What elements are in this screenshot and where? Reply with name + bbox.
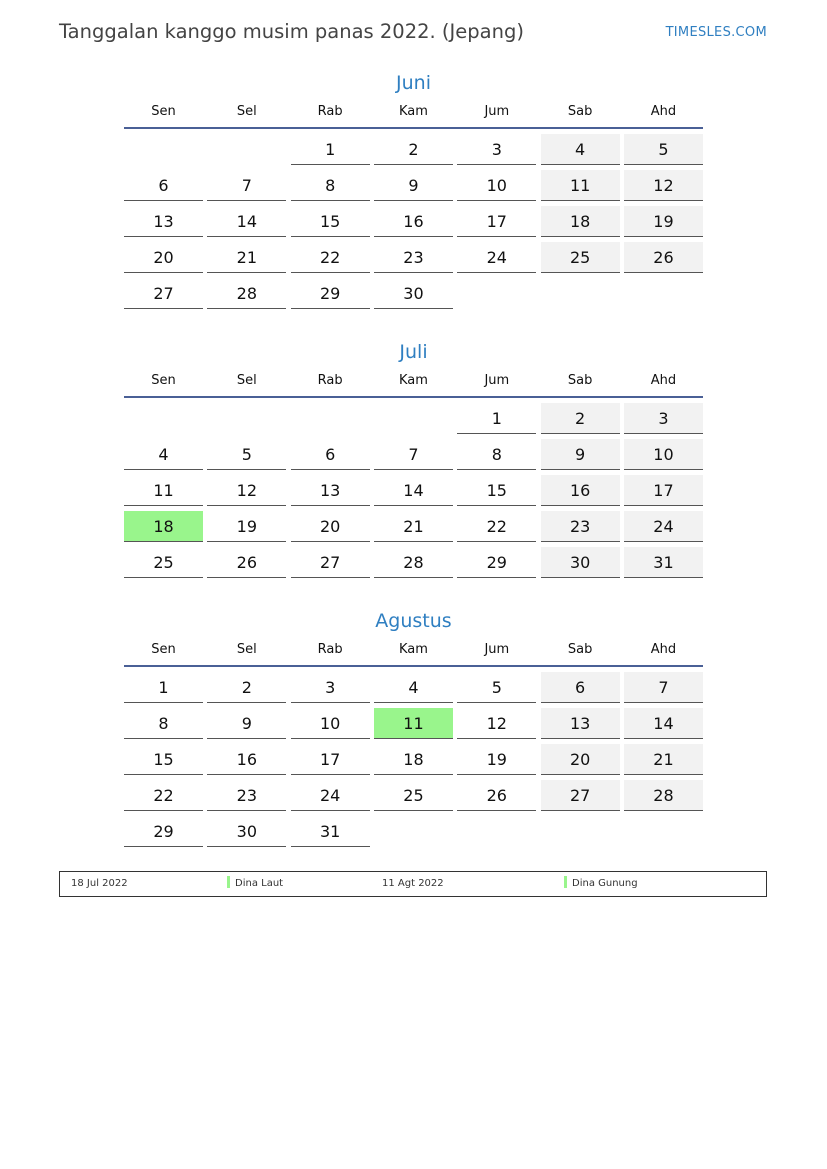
- day-cell[interactable]: 19: [624, 206, 703, 237]
- day-cell[interactable]: 11: [374, 708, 453, 739]
- weekday-label: Sen: [151, 104, 176, 119]
- day-cell[interactable]: 4: [374, 672, 453, 703]
- day-cell[interactable]: 26: [207, 547, 286, 578]
- day-cell[interactable]: 5: [624, 134, 703, 165]
- weekday-label: Sen: [151, 642, 176, 657]
- day-cell[interactable]: 25: [374, 780, 453, 811]
- day-cell[interactable]: 30: [207, 816, 286, 847]
- day-cell[interactable]: 6: [291, 439, 370, 470]
- day-cell[interactable]: 14: [624, 708, 703, 739]
- day-cell[interactable]: 9: [207, 708, 286, 739]
- day-cell[interactable]: 23: [541, 511, 620, 542]
- weekday-label: Kam: [399, 373, 428, 388]
- day-cell[interactable]: 20: [291, 511, 370, 542]
- day-cell[interactable]: 9: [541, 439, 620, 470]
- day-cell[interactable]: 6: [541, 672, 620, 703]
- month-0: [124, 68, 703, 309]
- day-cell[interactable]: 28: [624, 780, 703, 811]
- day-cell[interactable]: 16: [207, 744, 286, 775]
- weekday-label: Rab: [317, 642, 343, 657]
- day-cell[interactable]: 8: [124, 708, 203, 739]
- day-cell[interactable]: 23: [374, 242, 453, 273]
- holiday-legend: [59, 871, 767, 897]
- month-title: Juli: [399, 341, 428, 363]
- day-cell[interactable]: 8: [291, 170, 370, 201]
- weekday-label: Kam: [399, 642, 428, 657]
- weekday-label: Sab: [567, 642, 593, 657]
- weekday-label: Sel: [236, 104, 257, 119]
- day-cell[interactable]: 11: [124, 475, 203, 506]
- day-cell[interactable]: 18: [541, 206, 620, 237]
- day-cell[interactable]: 13: [541, 708, 620, 739]
- month-2: [124, 606, 703, 847]
- day-cell[interactable]: 20: [124, 242, 203, 273]
- day-cell[interactable]: 17: [624, 475, 703, 506]
- day-cell[interactable]: 15: [291, 206, 370, 237]
- header-divider: [124, 396, 703, 398]
- day-cell[interactable]: 21: [624, 744, 703, 775]
- day-cell[interactable]: 1: [291, 134, 370, 165]
- day-cell[interactable]: 19: [457, 744, 536, 775]
- day-cell[interactable]: 18: [374, 744, 453, 775]
- day-cell[interactable]: 5: [457, 672, 536, 703]
- legend-name-1: [227, 872, 283, 896]
- weekday-label: Sen: [151, 373, 176, 388]
- day-cell[interactable]: 25: [124, 547, 203, 578]
- day-cell[interactable]: 16: [541, 475, 620, 506]
- day-cell[interactable]: 12: [457, 708, 536, 739]
- day-cell[interactable]: 5: [207, 439, 286, 470]
- weekday-header: [124, 99, 703, 125]
- weekday-label: Rab: [317, 373, 343, 388]
- day-cell[interactable]: 2: [374, 134, 453, 165]
- day-cell[interactable]: 10: [291, 708, 370, 739]
- day-cell[interactable]: 27: [124, 278, 203, 309]
- day-cell[interactable]: 25: [541, 242, 620, 273]
- day-cell[interactable]: 11: [541, 170, 620, 201]
- day-cell[interactable]: 24: [457, 242, 536, 273]
- month-title: Juni: [396, 72, 431, 94]
- day-cell[interactable]: 7: [374, 439, 453, 470]
- day-cell[interactable]: 14: [374, 475, 453, 506]
- weekday-header: [124, 368, 703, 394]
- weekday-label: Sab: [567, 373, 593, 388]
- legend-swatch-2: [564, 876, 567, 888]
- day-cell[interactable]: 31: [291, 816, 370, 847]
- day-cell[interactable]: 28: [207, 278, 286, 309]
- day-cell[interactable]: 17: [291, 744, 370, 775]
- weekday-label: Sel: [236, 642, 257, 657]
- day-cell[interactable]: 29: [457, 547, 536, 578]
- day-cell[interactable]: 30: [374, 278, 453, 309]
- day-cell[interactable]: 18: [124, 511, 203, 542]
- day-cell[interactable]: 6: [124, 170, 203, 201]
- day-cell[interactable]: 2: [207, 672, 286, 703]
- header-divider: [124, 665, 703, 667]
- weekday-label: Sab: [567, 104, 593, 119]
- brand-link[interactable]: TIMESLES.COM: [665, 25, 767, 40]
- day-cell[interactable]: 21: [207, 242, 286, 273]
- day-cell[interactable]: 29: [291, 278, 370, 309]
- day-cell[interactable]: 16: [374, 206, 453, 237]
- legend-date-1: 18 Jul 2022: [71, 878, 128, 889]
- day-cell[interactable]: 8: [457, 439, 536, 470]
- day-cell[interactable]: 13: [124, 206, 203, 237]
- day-cell[interactable]: 13: [291, 475, 370, 506]
- weekday-label: Kam: [399, 104, 428, 119]
- day-cell[interactable]: 10: [624, 439, 703, 470]
- day-cell[interactable]: 24: [291, 780, 370, 811]
- weekday-label: Sel: [236, 373, 257, 388]
- legend-label-2: Dina Gunung: [572, 878, 638, 889]
- weekday-label: Jum: [484, 642, 510, 657]
- day-cell[interactable]: 17: [457, 206, 536, 237]
- day-cell[interactable]: 9: [374, 170, 453, 201]
- day-cell[interactable]: 12: [207, 475, 286, 506]
- day-cell[interactable]: 22: [457, 511, 536, 542]
- day-cell[interactable]: 3: [457, 134, 536, 165]
- day-cell[interactable]: 1: [124, 672, 203, 703]
- day-cell[interactable]: 23: [207, 780, 286, 811]
- day-cell[interactable]: 3: [291, 672, 370, 703]
- header-divider: [124, 127, 703, 129]
- month-1: [124, 337, 703, 578]
- day-cell[interactable]: 1: [457, 403, 536, 434]
- day-cell[interactable]: 12: [624, 170, 703, 201]
- day-cell[interactable]: 27: [541, 780, 620, 811]
- day-cell[interactable]: 4: [124, 439, 203, 470]
- weekday-label: Jum: [484, 373, 510, 388]
- legend-swatch-1: [227, 876, 230, 888]
- day-cell[interactable]: 10: [457, 170, 536, 201]
- day-cell[interactable]: 3: [624, 403, 703, 434]
- weekday-label: Jum: [484, 104, 510, 119]
- day-cell[interactable]: 28: [374, 547, 453, 578]
- legend-name-2: [564, 872, 638, 896]
- day-cell[interactable]: 21: [374, 511, 453, 542]
- day-cell[interactable]: 7: [207, 170, 286, 201]
- weekday-label: Ahd: [650, 642, 677, 657]
- day-cell[interactable]: 14: [207, 206, 286, 237]
- day-cell[interactable]: 2: [541, 403, 620, 434]
- day-cell[interactable]: 19: [207, 511, 286, 542]
- day-cell[interactable]: 26: [624, 242, 703, 273]
- day-cell[interactable]: 27: [291, 547, 370, 578]
- day-cell[interactable]: 24: [624, 511, 703, 542]
- page-title: Tanggalan kanggo musim panas 2022. (Jepang): [59, 20, 524, 43]
- month-title: Agustus: [375, 610, 452, 632]
- day-cell[interactable]: 29: [124, 816, 203, 847]
- day-cell[interactable]: 15: [457, 475, 536, 506]
- legend-date-2: 11 Agt 2022: [382, 878, 444, 889]
- weekday-label: Ahd: [650, 373, 677, 388]
- day-cell[interactable]: 31: [624, 547, 703, 578]
- weekday-label: Ahd: [650, 104, 677, 119]
- day-grid: [124, 403, 703, 578]
- day-grid: [124, 672, 703, 847]
- day-cell[interactable]: 20: [541, 744, 620, 775]
- day-grid: [124, 134, 703, 309]
- weekday-label: Rab: [317, 104, 343, 119]
- day-cell[interactable]: 22: [124, 780, 203, 811]
- day-cell[interactable]: 7: [624, 672, 703, 703]
- day-cell[interactable]: 30: [541, 547, 620, 578]
- weekday-header: [124, 637, 703, 663]
- day-cell[interactable]: 4: [541, 134, 620, 165]
- day-cell[interactable]: 15: [124, 744, 203, 775]
- day-cell[interactable]: 26: [457, 780, 536, 811]
- day-cell[interactable]: 22: [291, 242, 370, 273]
- legend-label-1: Dina Laut: [235, 878, 284, 889]
